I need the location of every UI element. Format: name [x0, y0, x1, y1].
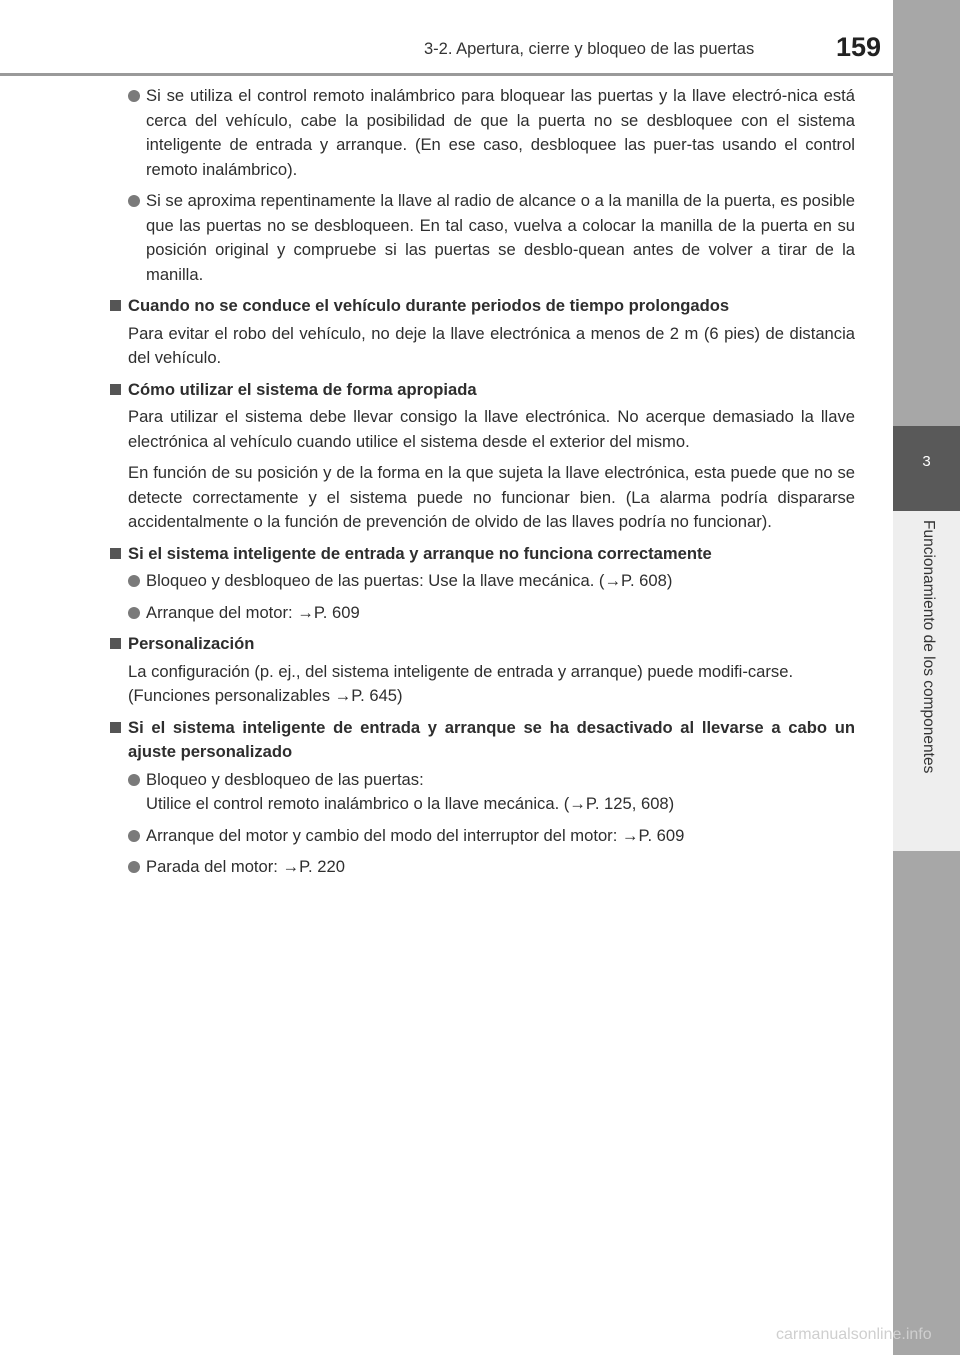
bullet-item: Bloqueo y desbloqueo de las puertas: Utilice el control remoto inalámbrico o la llave mecánica. (→P. 125, 608) — [108, 768, 855, 817]
watermark: carmanualsonline.info — [776, 1326, 932, 1343]
bullet-dot-icon — [128, 607, 140, 619]
bullet-dot-icon — [128, 90, 140, 102]
square-bullet-icon — [110, 548, 121, 559]
square-bullet-icon — [110, 384, 121, 395]
chapter-side-tab — [893, 0, 960, 1355]
header-section-title: 3-2. Apertura, cierre y bloqueo de las puertas — [424, 40, 755, 58]
page-number: 159 — [836, 32, 882, 62]
chapter-title: Funcionamiento de los componentes — [920, 520, 937, 774]
chapter-number: 3 — [893, 426, 960, 511]
bullet-dot-icon — [128, 575, 140, 587]
bullet-item: Bloqueo y desbloqueo de las puertas: Use la llave mecánica. (→P. 608) — [108, 569, 855, 594]
paragraph: Para utilizar el sistema debe llevar consigo la llave electrónica. No acerque demasiado la llave electrónica al vehículo cuando utilice el sistema desde el exterior del mismo. — [128, 407, 855, 451]
bullet-item: Arranque del motor: →P. 609 — [108, 601, 855, 626]
section-heading: Si el sistema inteligente de entrada y arranque se ha desactivado al llevarse a cabo un ajuste personalizado — [108, 716, 855, 765]
bullet-item: Parada del motor: →P. 220 — [108, 855, 855, 880]
bullet-item: Si se utiliza el control remoto inalámbrico para bloquear las puertas y la llave electró-nica está cerca del vehículo, cabe la posibilidad de que la puerta no se desbloquee con el sistema inteligente de entrada y arranque. (En ese caso, desbloquee las puer-tas usando el control remoto inalámbrico). — [108, 84, 855, 182]
section-heading: Cuando no se conduce el vehículo durante periodos de tiempo prolongados — [108, 294, 855, 319]
bullet-dot-icon — [128, 830, 140, 842]
bullet-item: Arranque del motor y cambio del modo del interruptor del motor: →P. 609 — [108, 824, 855, 849]
square-bullet-icon — [110, 300, 121, 311]
section-heading: Si el sistema inteligente de entrada y arranque no funciona correctamente — [108, 542, 855, 567]
section-heading: Cómo utilizar el sistema de forma apropiada — [108, 378, 855, 403]
paragraph: La configuración (p. ej., del sistema inteligente de entrada y arranque) puede modifi-carse. (Funciones personalizables →P. 645) — [128, 661, 794, 705]
bullet-item: Si se aproxima repentinamente la llave al radio de alcance o a la manilla de la puerta, es posible que las puertas no se desbloqueen. En tal caso, vuelva a colocar la manilla de la puerta en su posición original y compruebe si las puertas se desblo-quean antes de volver a tirar de la manilla. — [108, 189, 855, 287]
page-content — [108, 84, 855, 887]
square-bullet-icon — [110, 722, 121, 733]
paragraph: Para evitar el robo del vehículo, no deje la llave electrónica a menos de 2 m (6 pies) de distancia del vehículo. — [128, 323, 855, 367]
section-heading: Personalización — [108, 632, 855, 657]
bullet-dot-icon — [128, 861, 140, 873]
bullet-dot-icon — [128, 195, 140, 207]
header-divider — [0, 73, 893, 76]
square-bullet-icon — [110, 638, 121, 649]
paragraph: En función de su posición y de la forma en la que sujeta la llave electrónica, esta puede que no se detecte correctamente y el sistema puede no funcionar bien. (La alarma podría dispararse accidentalmente o la función de prevención de olvido de las llaves podría no funcionar). — [128, 463, 855, 531]
bullet-dot-icon — [128, 774, 140, 786]
